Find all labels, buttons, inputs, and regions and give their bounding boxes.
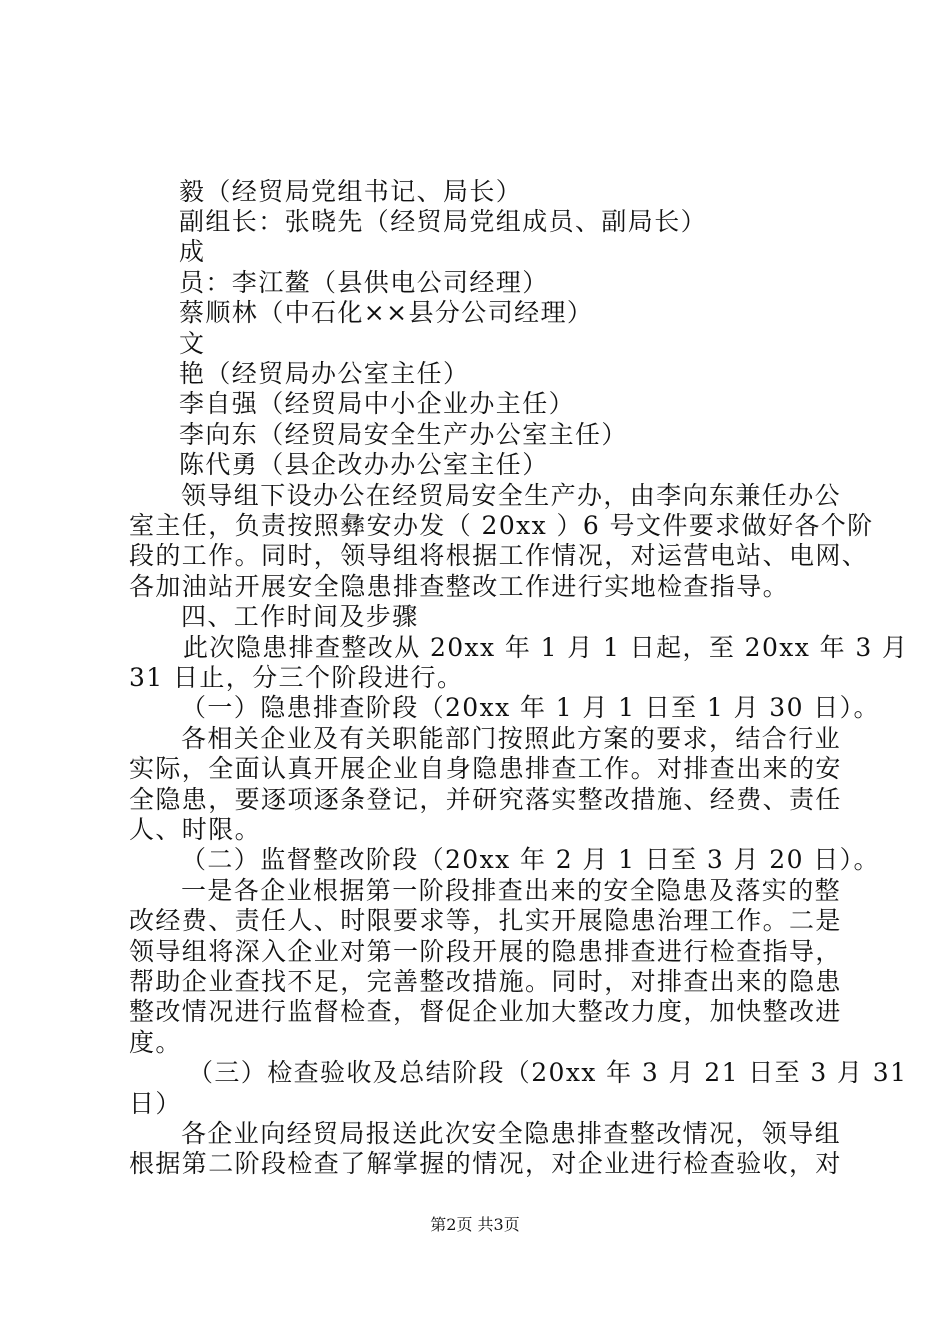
text-line: 蔡顺林（中石化××县分公司经理） xyxy=(179,298,594,327)
section-heading: 四、工作时间及步骤 xyxy=(181,602,419,631)
paragraph-line: 各企业向经贸局报送此次安全隐患排查整改情况，领导组 xyxy=(181,1119,842,1148)
paragraph-line: 整改情况进行监督检查，督促企业加大整改力度，加快整改进 xyxy=(129,997,842,1026)
paragraph-line: 室主任，负责按照彝安办发（ 20xx ）6 号文件要求做好各个阶 xyxy=(129,511,874,540)
paragraph-line: 各相关企业及有关职能部门按照此方案的要求，结合行业 xyxy=(181,724,842,753)
paragraph-line: 日） xyxy=(129,1089,182,1118)
paragraph-line: 此次隐患排查整改从 20xx 年 1 月 1 日起，至 20xx 年 3 月 xyxy=(183,633,909,662)
paragraph-line: 领导组下设办公在经贸局安全生产办，由李向东兼任办公 xyxy=(181,481,842,510)
paragraph-line: 段的工作。同时，领导组将根据工作情况，对运营电站、电网、 xyxy=(129,541,869,570)
text-line: 艳（经贸局办公室主任） xyxy=(179,359,470,388)
text-line: 成 xyxy=(179,237,206,266)
text-line: 李向东（经贸局安全生产办公室主任） xyxy=(179,420,628,449)
paragraph-line: 一是各企业根据第一阶段排查出来的安全隐患及落实的整 xyxy=(181,876,842,905)
paragraph-line: 领导组将深入企业对第一阶段开展的隐患排查进行检查指导， xyxy=(129,937,842,966)
paragraph-line: 31 日止，分三个阶段进行。 xyxy=(129,663,464,692)
subsection-heading: （三）检查验收及总结阶段（20xx 年 3 月 21 日至 3 月 31 xyxy=(188,1058,908,1087)
subsection-heading: （二）监督整改阶段（20xx 年 2 月 1 日至 3 月 20 日）。 xyxy=(181,845,880,874)
text-line: 李自强（经贸局中小企业办主任） xyxy=(179,389,576,418)
page-footer: 第2页 共3页 xyxy=(430,1215,520,1234)
paragraph-line: 全隐患，要逐项逐条登记，并研究落实整改措施、经费、责任 xyxy=(129,785,842,814)
paragraph-line: 实际，全面认真开展企业自身隐患排查工作。对排查出来的安 xyxy=(129,754,842,783)
paragraph-line: 各加油站开展安全隐患排查整改工作进行实地检查指导。 xyxy=(129,572,790,601)
paragraph-line: 改经费、责任人、时限要求等，扎实开展隐患治理工作。二是 xyxy=(129,906,842,935)
paragraph-line: 度。 xyxy=(129,1028,182,1057)
text-line: 副组长：张晓先（经贸局党组成员、副局长） xyxy=(179,207,708,236)
paragraph-line: 人、时限。 xyxy=(129,815,262,844)
text-line: 员：李江鳌（县供电公司经理） xyxy=(179,268,549,297)
text-line: 文 xyxy=(179,329,206,358)
subsection-heading: （一）隐患排查阶段（20xx 年 1 月 1 日至 1 月 30 日）。 xyxy=(181,693,880,722)
text-line: 陈代勇（县企改办办公室主任） xyxy=(179,450,549,479)
paragraph-line: 根据第二阶段检查了解掌握的情况，对企业进行检查验收，对 xyxy=(129,1149,842,1178)
paragraph-line: 帮助企业查找不足，完善整改措施。同时，对排查出来的隐患 xyxy=(129,967,842,996)
text-line: 毅（经贸局党组书记、局长） xyxy=(179,177,523,206)
